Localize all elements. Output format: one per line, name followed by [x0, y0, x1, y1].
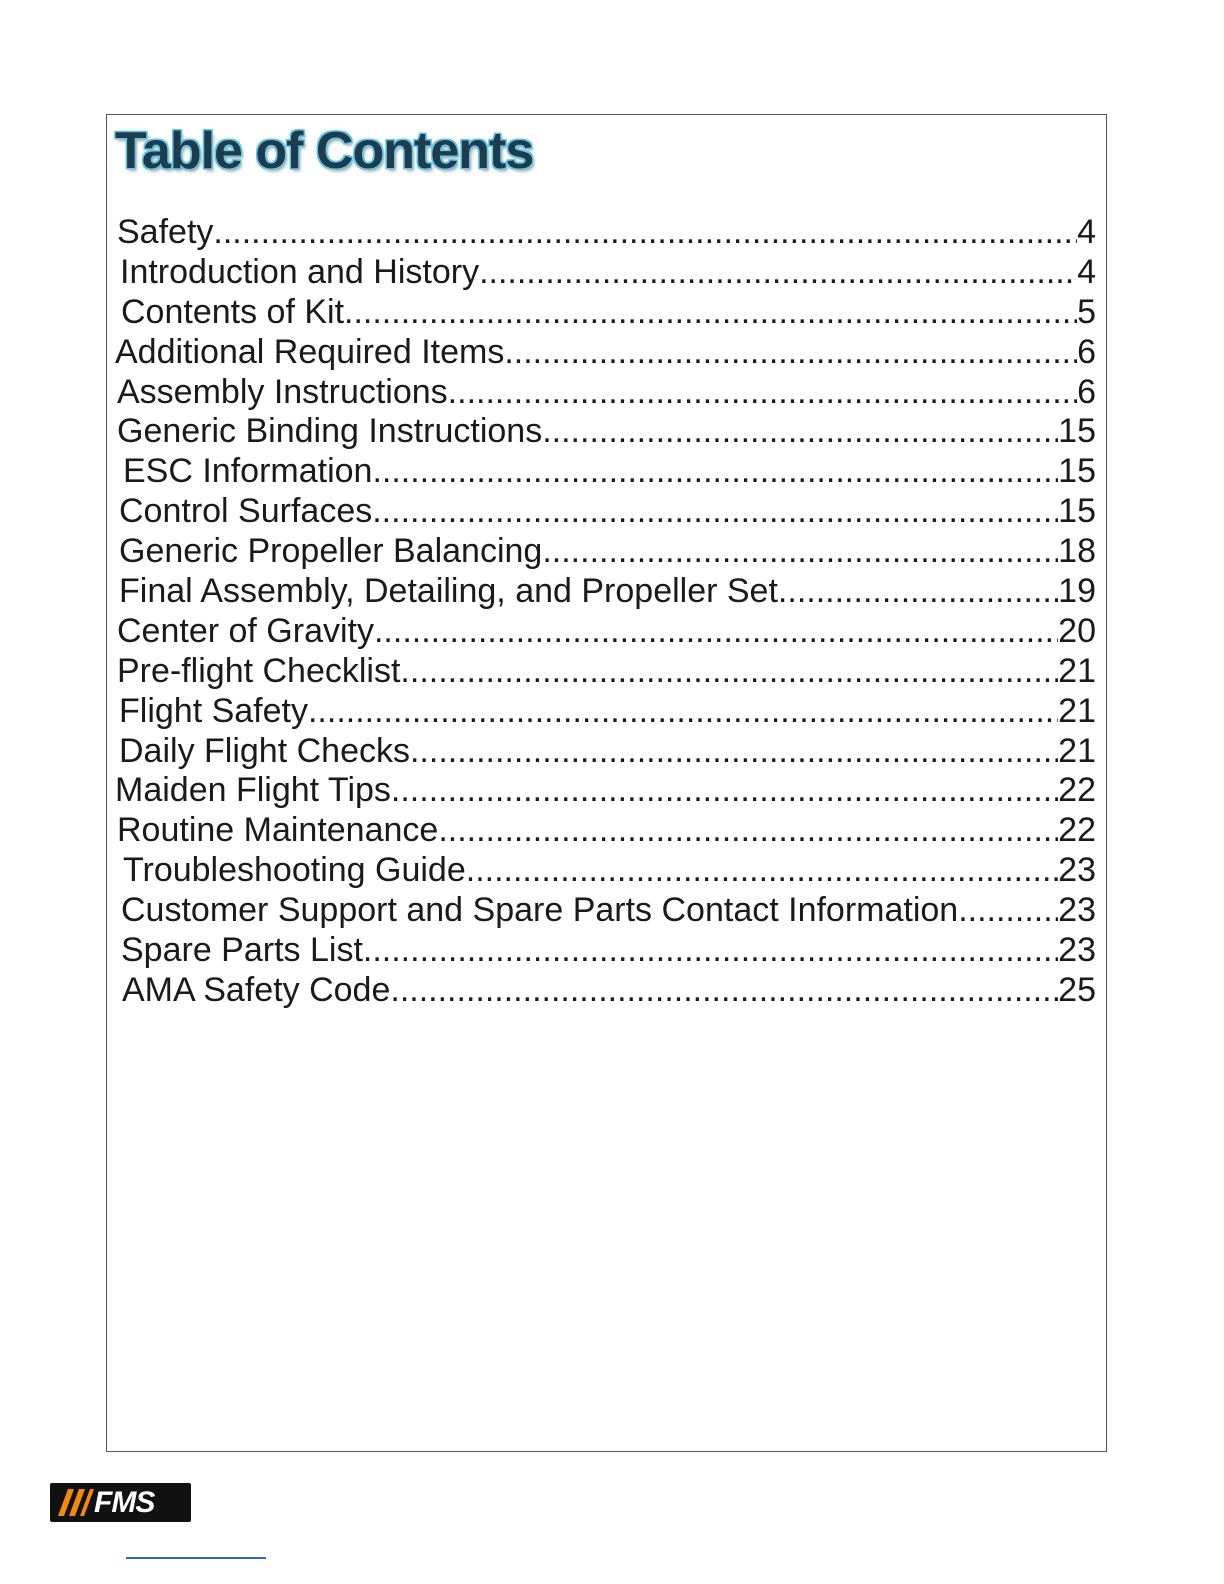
toc-entry[interactable]: [107, 293, 1106, 333]
toc-frame: [106, 114, 1107, 1452]
toc-entry-page: 4: [1077, 213, 1096, 251]
toc-entry-page: 15: [1058, 412, 1096, 451]
toc-dot-leader: [448, 373, 1077, 413]
toc-dot-leader: [400, 652, 1058, 692]
toc-dot-leader: [778, 572, 1058, 612]
toc-entry[interactable]: [107, 532, 1106, 572]
toc-entry-page: 19: [1058, 572, 1096, 611]
toc-entry[interactable]: [107, 333, 1106, 373]
toc-entry[interactable]: [107, 492, 1106, 532]
toc-entry[interactable]: [107, 412, 1106, 452]
toc-dot-leader: [363, 931, 1058, 971]
toc-dot-leader: [213, 213, 1077, 253]
toc-entry-label: Final Assembly, Detailing, and Propeller Set: [119, 572, 778, 611]
toc-entry-page: 21: [1058, 731, 1096, 770]
toc-dot-leader: [372, 492, 1058, 532]
toc-entry-label: Pre-flight Checklist: [117, 651, 401, 690]
toc-entry-label: Introduction and History: [120, 252, 480, 291]
toc-entry-label: Generic Binding Instructions: [117, 412, 543, 451]
toc-entry[interactable]: [107, 652, 1106, 692]
toc-entry[interactable]: [107, 373, 1106, 413]
toc-entry-page: 15: [1058, 492, 1096, 531]
toc-entry[interactable]: [107, 213, 1106, 253]
toc-entry-page: 6: [1077, 372, 1096, 411]
toc-dot-leader: [410, 732, 1058, 772]
toc-entry-label: AMA Safety Code: [122, 970, 391, 1009]
toc-entry-label: Customer Support and Spare Parts Contact Information: [121, 891, 959, 930]
toc-dot-leader: [542, 412, 1058, 452]
toc-dot-leader: [958, 891, 1058, 931]
toc-entry-page: 22: [1058, 771, 1096, 810]
toc-entry-page: 25: [1058, 970, 1096, 1009]
toc-entry-label: Daily Flight Checks: [119, 731, 410, 770]
toc-entry-page: 6: [1077, 332, 1096, 371]
fms-logo: [50, 1483, 191, 1522]
toc-entry-label: Maiden Flight Tips: [115, 771, 391, 810]
toc-entry-page: 20: [1058, 611, 1096, 650]
toc-entry-label: Contents of Kit: [121, 292, 345, 331]
toc-dot-leader: [504, 333, 1077, 373]
toc-dot-leader: [391, 771, 1058, 811]
toc-entry-page: 21: [1058, 651, 1096, 690]
toc-dot-leader: [466, 851, 1058, 891]
toc-entry-label: Control Surfaces: [119, 492, 373, 531]
toc-dot-leader: [374, 612, 1058, 652]
toc-entry-label: Routine Maintenance: [117, 811, 439, 850]
toc-entry[interactable]: [107, 452, 1106, 492]
toc-entry-label: Center of Gravity: [117, 611, 374, 650]
toc-entry-label: Safety: [117, 213, 214, 251]
page-title: Table of Contents: [115, 122, 534, 180]
toc-entry-page: 23: [1058, 931, 1096, 970]
toc-entry-label: ESC Information: [123, 452, 373, 491]
toc-entry-page: 22: [1058, 811, 1096, 850]
toc-entry-label: Generic Propeller Balancing: [119, 532, 543, 571]
toc-entry[interactable]: [107, 732, 1106, 772]
toc-entry-label: Spare Parts List: [121, 931, 363, 970]
toc-dot-leader: [479, 253, 1077, 293]
toc-list: [107, 213, 1106, 1011]
toc-entry-page: 15: [1058, 452, 1096, 491]
toc-dot-leader: [542, 532, 1058, 572]
toc-dot-leader: [344, 293, 1077, 333]
footer-divider: [126, 1557, 266, 1559]
toc-entry[interactable]: [107, 851, 1106, 891]
toc-entry[interactable]: [107, 612, 1106, 652]
toc-entry-page: 23: [1058, 851, 1096, 890]
toc-entry-page: 21: [1058, 691, 1096, 730]
toc-dot-leader: [308, 692, 1058, 732]
toc-entry[interactable]: [107, 771, 1106, 811]
toc-entry-page: 18: [1058, 532, 1096, 571]
toc-entry-label: Flight Safety: [119, 691, 308, 730]
toc-entry-label: Additional Required Items: [115, 332, 505, 371]
toc-dot-leader: [390, 971, 1058, 1011]
toc-dot-leader: [438, 811, 1058, 851]
toc-entry-page: 4: [1077, 252, 1096, 291]
toc-entry[interactable]: [107, 891, 1106, 931]
toc-entry-label: Troubleshooting Guide: [123, 851, 466, 890]
toc-dot-leader: [372, 452, 1058, 492]
toc-entry[interactable]: [107, 931, 1106, 971]
toc-entry[interactable]: [107, 811, 1106, 851]
logo-wordmark: FMS: [94, 1486, 155, 1519]
toc-entry[interactable]: [107, 253, 1106, 293]
toc-entry-label: Assembly Instructions: [117, 372, 448, 411]
toc-entry[interactable]: [107, 971, 1106, 1011]
toc-entry[interactable]: [107, 692, 1106, 732]
toc-entry-page: 23: [1058, 891, 1096, 930]
toc-entry[interactable]: [107, 572, 1106, 612]
toc-entry-page: 5: [1077, 292, 1096, 331]
